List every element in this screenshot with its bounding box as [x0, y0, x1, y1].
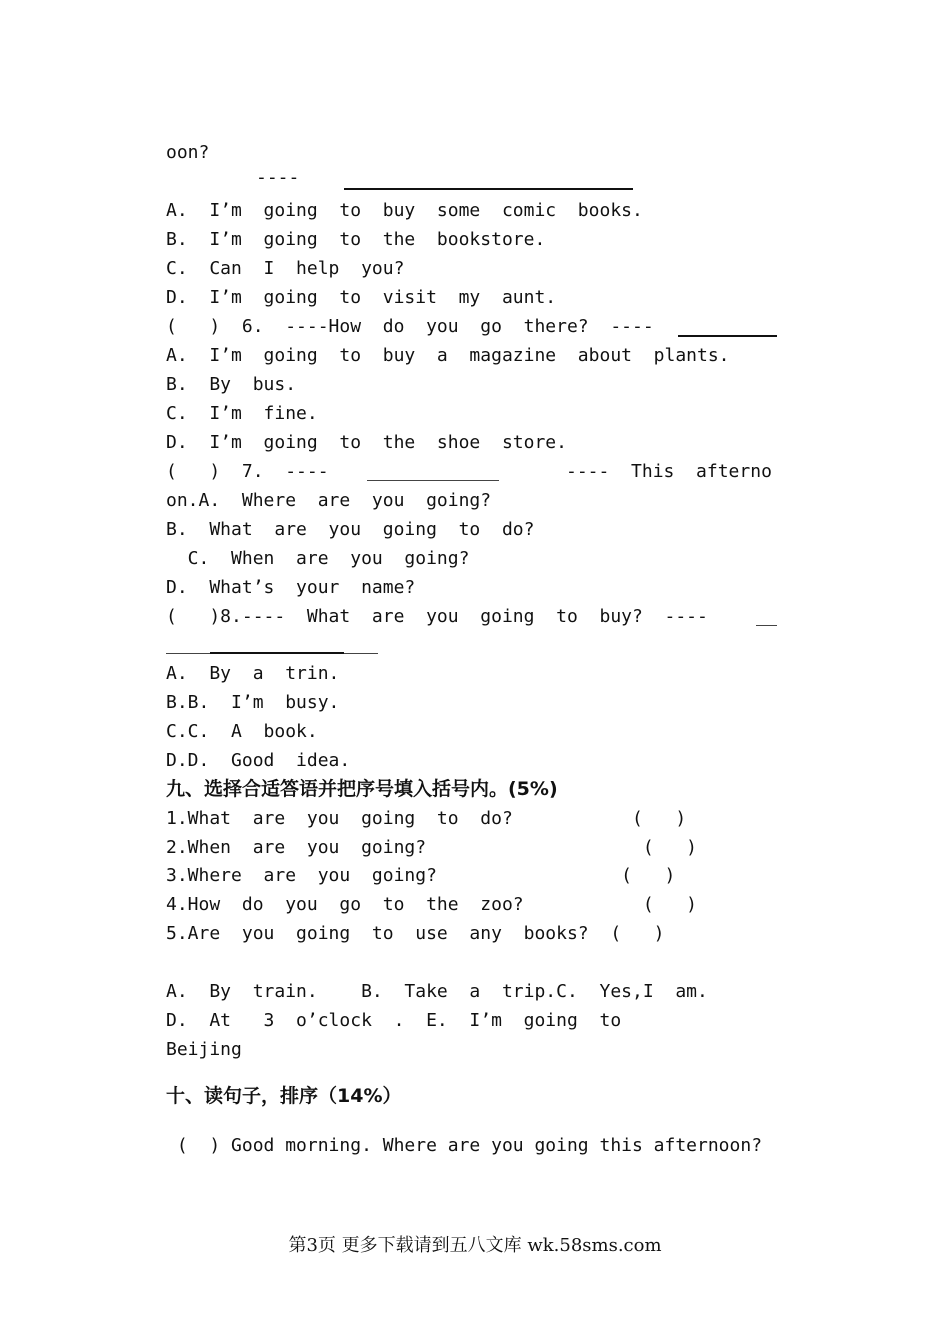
section-9-item-2: 2.When are you going? ( )	[166, 837, 698, 858]
q8-option-d: D.D. Good idea.	[166, 750, 351, 771]
q7-option-b: B. What are you going to do?	[166, 519, 535, 540]
q8-option-a: A. By a trin.	[166, 663, 340, 684]
q7-option-d: D. What’s your name?	[166, 577, 416, 598]
q7-option-c: C. When are you going?	[166, 548, 470, 569]
q5-option-a: A. I’m going to buy some comic books.	[166, 200, 643, 221]
q6-option-d: D. I’m going to the shoe store.	[166, 432, 567, 453]
q6-option-b: B. By bus.	[166, 374, 297, 395]
q8-answer-blank-end	[756, 625, 777, 626]
q7-answer-blank	[367, 480, 499, 481]
section-9-item-3: 3.Where are you going? ( )	[166, 865, 676, 886]
q7-stem-right: ---- This afterno	[566, 461, 772, 482]
q5-option-b: B. I’m going to the bookstore.	[166, 229, 546, 250]
q5-option-d: D. I’m going to visit my aunt.	[166, 287, 557, 308]
q8-answer-blank-tail	[344, 653, 378, 654]
q8-option-c: C.C. A book.	[166, 721, 318, 742]
section-9-item-5: 5.Are you going to use any books? ( )	[166, 923, 665, 944]
q7-stem-left: ( ) 7. ----	[166, 461, 329, 482]
q6-stem: ( ) 6. ----How do you go there? ----	[166, 316, 654, 337]
q5-answer-dash: ----	[256, 167, 300, 188]
q6-option-c: C. I’m fine.	[166, 403, 318, 424]
q8-answer-blank-thin	[166, 653, 210, 654]
q5-stem-continuation: oon?	[166, 142, 210, 163]
section-9-options-line-3: Beijing	[166, 1039, 242, 1060]
page-footer: 第3页 更多下载请到五八文库 wk.58sms.com	[288, 1235, 662, 1256]
q6-option-a: A. I’m going to buy a magazine about plants.	[166, 345, 730, 366]
section-10-title: 十、读句子，排序（14%）	[166, 1085, 402, 1107]
q8-option-b: B.B. I’m busy.	[166, 692, 340, 713]
q7-option-a: on.A. Where are you going?	[166, 490, 492, 511]
section-9-options-line-2: D. At 3 o’clock . E. I’m going to	[166, 1010, 622, 1031]
q6-answer-blank	[678, 335, 777, 337]
q5-option-c: C. Can I help you?	[166, 258, 405, 279]
section-9-item-1: 1.What are you going to do? ( )	[166, 808, 687, 829]
section-9-options-line-1: A. By train. B. Take a trip.C. Yes,I am.	[166, 981, 708, 1002]
q8-answer-blank	[210, 652, 344, 654]
section-9-item-4: 4.How do you go to the zoo? ( )	[166, 894, 698, 915]
section-9-title: 九、选择合适答语并把序号填入括号内。(5%)	[166, 778, 558, 800]
q8-stem: ( )8.---- What are you going to buy? ----	[166, 606, 708, 627]
q5-answer-blank	[344, 188, 633, 190]
section-10-sentence-1: ( ) Good morning. Where are you going this afternoon?	[166, 1135, 763, 1156]
